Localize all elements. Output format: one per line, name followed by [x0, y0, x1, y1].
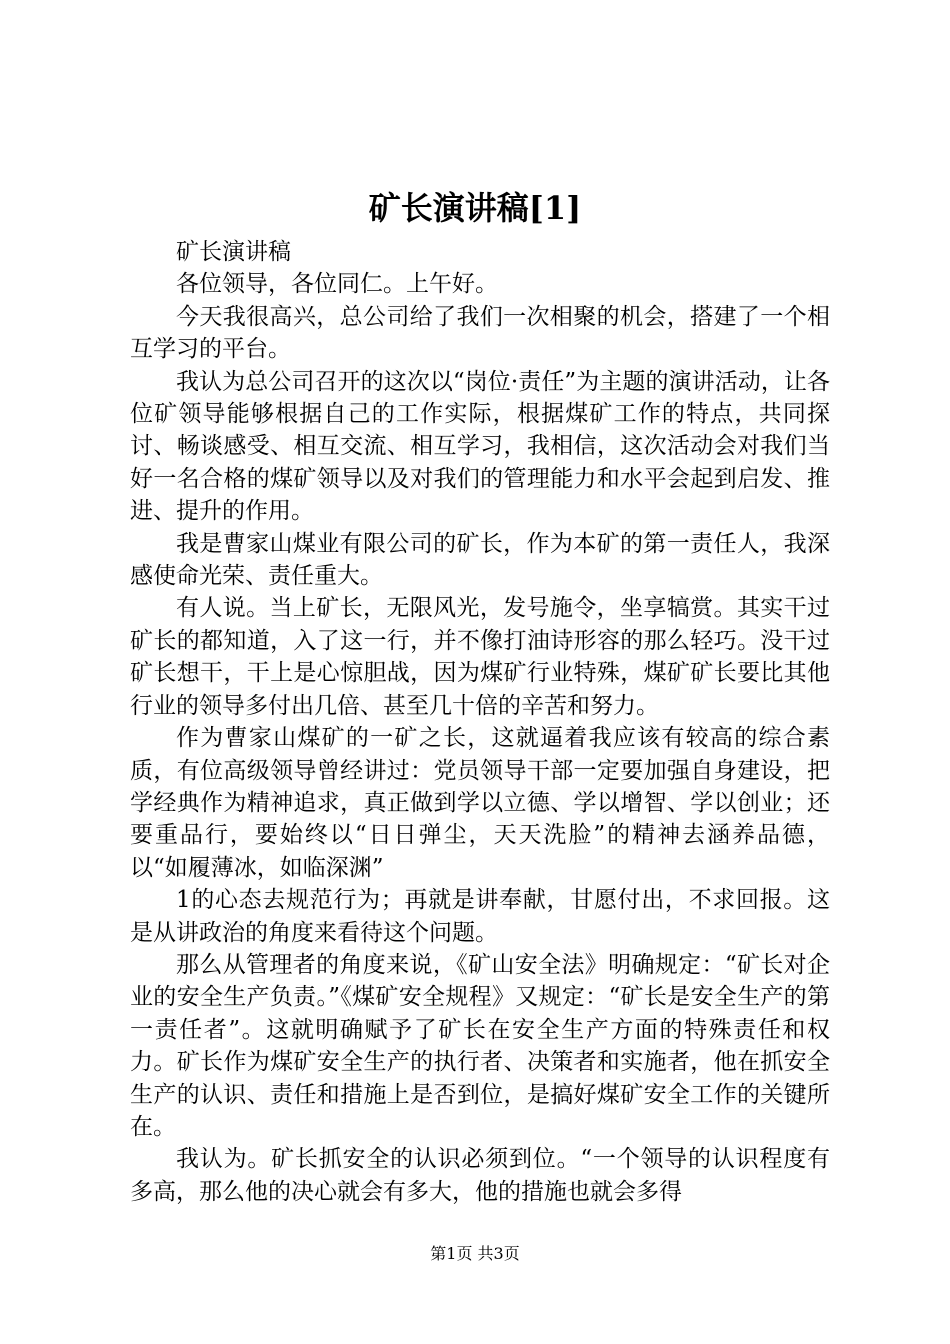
page-footer: 第1页 共3页	[430, 1244, 520, 1263]
paragraph: 作为曹家山煤矿的一矿之长，这就逼着我应该有较高的综合素质，有位高级领导曾经讲过：党员领导干部一定要加强自身建设，把学经典作为精神追求，真正做到学以立德、学以增智、学以创业；还要重品行，要始终以“日日弹尘，天天洗脸”的精神去涵养品德，以“如履薄冰，如临深渊”	[130, 725, 830, 881]
paragraph-subtitle: 矿长演讲稿	[176, 239, 291, 265]
paragraph: 今天我很高兴，总公司给了我们一次相聚的机会，搭建了一个相互学习的平台。	[130, 303, 830, 363]
paragraph: 我是曹家山煤业有限公司的矿长，作为本矿的第一责任人，我深感使命光荣、责任重大。	[130, 530, 830, 590]
paragraph: 1的心态去规范行为；再就是讲奉献，甘愿付出，不求回报。这是从讲政治的角度来看待这个问题。	[130, 887, 830, 946]
paragraph: 有人说。当上矿长，无限风光，发号施令，坐享犒赏。其实干过矿长的都知道，入了这一行，并不像打油诗形容的那么轻巧。没干过矿长想干，干上是心惊胆战，因为煤矿行业特殊，煤矿矿长要比其他行业的领导多付出几倍、甚至几十倍的辛苦和努力。	[130, 595, 830, 719]
document-title: 矿长演讲稿[1]	[368, 189, 582, 227]
paragraph: 那么从管理者的角度来说，《矿山安全法》明确规定：“矿长对企业的安全生产负责。”《煤矿安全规程》又规定：“矿长是安全生产的第一责任者”。这就明确赋予了矿长在安全生产方面的特殊责任和权力。矿长作为煤矿安全生产的执行者、决策者和实施者，他在抓安全生产的认识、责任和措施上是否到位，是搞好煤矿安全工作的关键所在。	[130, 951, 830, 1140]
paragraph: 我认为总公司召开的这次以“岗位·责任”为主题的演讲活动，让各位矿领导能够根据自己的工作实际，根据煤矿工作的特点，共同探讨、畅谈感受、相互交流、相互学习，我相信，这次活动会对我们当好一名合格的煤矿领导以及对我们的管理能力和水平会起到启发、推进、提升的作用。	[130, 368, 830, 525]
paragraph: 我认为。矿长抓安全的认识必须到位。“一个领导的认识程度有多高，那么他的决心就会有多大，他的措施也就会多得	[130, 1146, 830, 1205]
paragraph-greeting: 各位领导，各位同仁。上午好。	[176, 271, 498, 298]
document-body	[130, 236, 830, 1208]
